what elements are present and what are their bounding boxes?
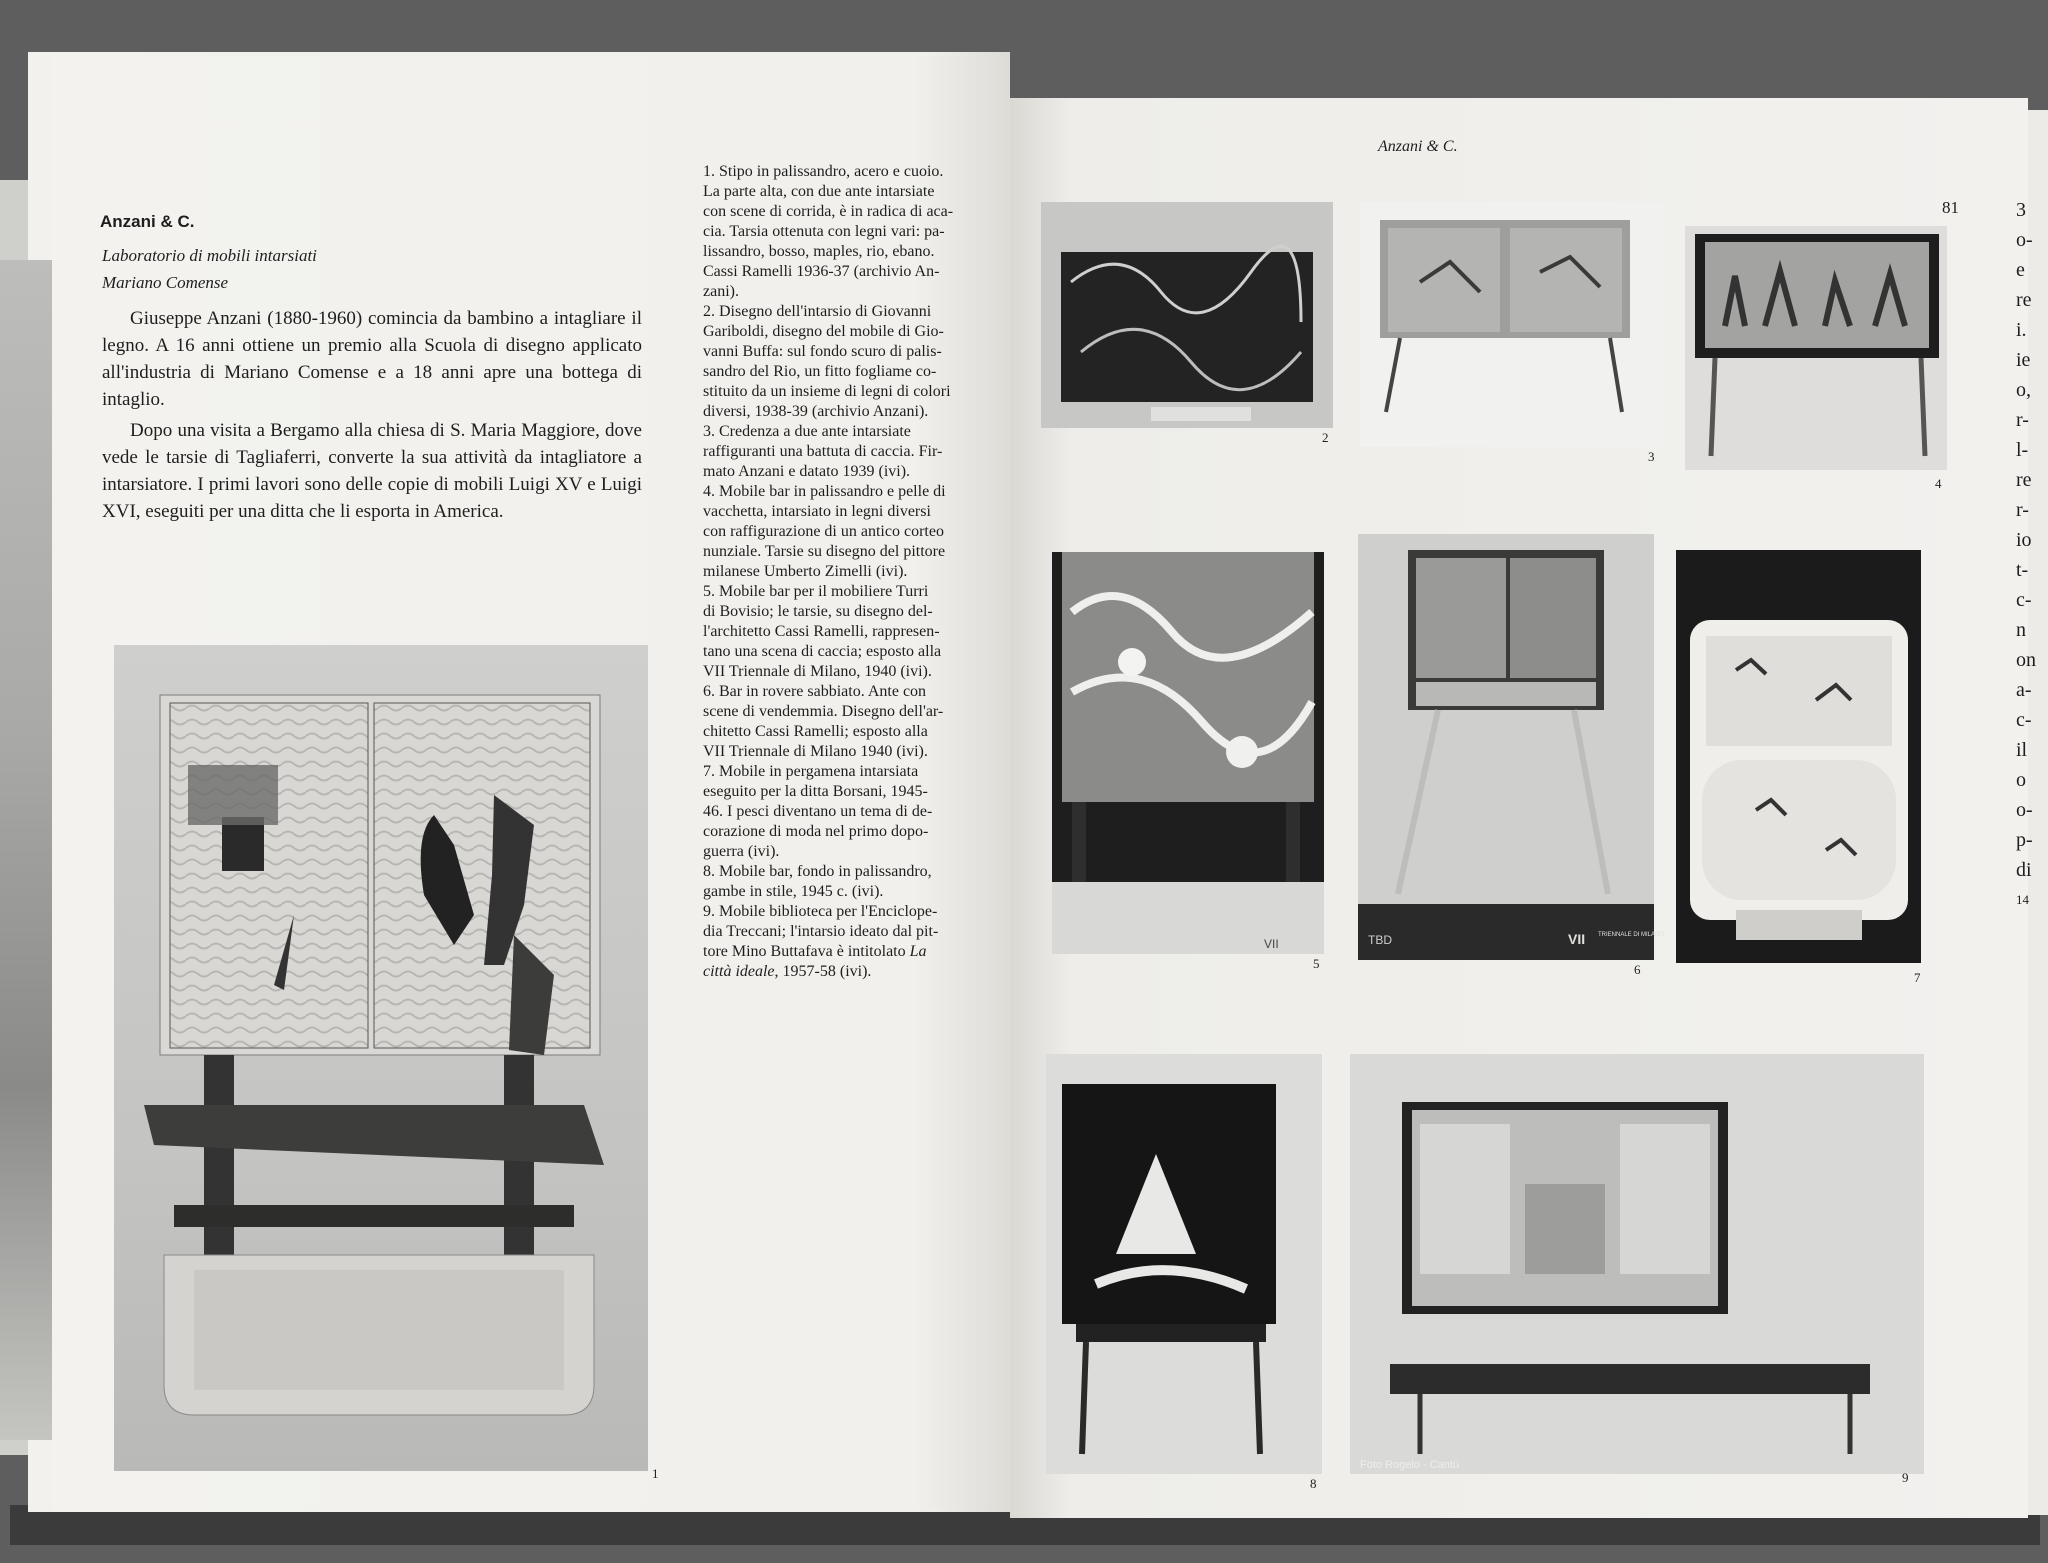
caption-line: vanni Buffa: sul fondo scuro di palis-	[703, 343, 942, 360]
left-edge-photo	[0, 260, 60, 1440]
caption-line: diversi, 1938-39 (archivio Anzani).	[703, 403, 929, 420]
caption-line: milanese Umberto Zimelli (ivi).	[703, 563, 908, 580]
caption-line: 1. Stipo in palissandro, acero e cuoio.	[703, 163, 944, 180]
caption-line: lissandro, bosso, maples, rio, ebano.	[703, 243, 935, 260]
edge-line: c-	[2016, 589, 2032, 611]
caption-line: 8. Mobile bar, fondo in palissandro,	[703, 863, 932, 880]
edge-line: r-	[2016, 409, 2029, 431]
figure-7-illustration	[1676, 550, 1921, 963]
caption-line: chitetto Cassi Ramelli; esposto alla	[703, 723, 928, 740]
caption-line: l'architetto Cassi Ramelli, rappresen-	[703, 623, 940, 640]
caption-line: vacchetta, intarsiato in legni diversi	[703, 503, 931, 520]
figure-9-photo	[1350, 1054, 1924, 1474]
figure-8-illustration	[1046, 1054, 1322, 1474]
figure-3-number: 3	[1648, 449, 1655, 464]
figure-2-photo	[1041, 202, 1333, 428]
edge-line: r-	[2016, 499, 2029, 521]
figure-1-illustration	[114, 645, 648, 1471]
caption-line: VII Triennale di Milano, 1940 (ivi).	[703, 663, 932, 680]
figure-7-photo	[1676, 550, 1921, 963]
intro-text	[102, 305, 642, 525]
figure-6-mark-small: TRIENNALE DI MILANO	[1598, 932, 1665, 938]
figure-3-illustration	[1360, 202, 1665, 447]
caption-line: città ideale, 1957-58 (ivi).	[703, 963, 872, 980]
caption-line: tano una scena di caccia; esposto alla	[703, 643, 942, 660]
figure-4-number: 4	[1935, 476, 1942, 491]
edge-line: c-	[2016, 709, 2032, 731]
figure-1-photo	[114, 645, 648, 1471]
edge-line: o-	[2016, 799, 2033, 821]
caption-line: La parte alta, con due ante intarsiate	[703, 183, 935, 200]
caption-line: tore Mino Buttafava è intitolato La	[703, 943, 927, 960]
figure-1-number: 1	[652, 1466, 659, 1481]
caption-line: 2. Disegno dell'intarsio di Giovanni	[703, 303, 932, 320]
caption-line: gambe in stile, 1945 c. (ivi).	[703, 883, 884, 900]
edge-line: di	[2016, 859, 2032, 881]
figure-4-illustration	[1685, 226, 1947, 470]
figure-5-photo	[1052, 552, 1324, 954]
edge-line: o	[2016, 769, 2026, 791]
caption-line: 9. Mobile biblioteca per l'Enciclope-	[703, 903, 938, 920]
caption-italic-title: città ideale	[703, 963, 775, 980]
figure-5-number: 5	[1313, 956, 1320, 971]
figure-6-mark-right: VII	[1568, 931, 1586, 947]
figure-9-number: 9	[1902, 1470, 1909, 1485]
caption-line: 46. I pesci diventano un tema di de-	[703, 803, 933, 820]
edge-line: il	[2016, 739, 2028, 761]
edge-line: on	[2016, 649, 2036, 671]
caption-line: nunziale. Tarsie su disegno del pittore	[703, 543, 946, 560]
figure-8-number: 8	[1310, 1476, 1317, 1491]
edge-line: o,	[2016, 379, 2031, 401]
section-subtitle-2: Mariano Comense	[102, 273, 229, 292]
caption-line: guerra (ivi).	[703, 843, 780, 860]
caption-line: Gariboldi, disegno del mobile di Gio-	[703, 323, 944, 340]
edge-line: io	[2016, 529, 2032, 551]
edge-line: a-	[2016, 679, 2032, 701]
caption-line: con raffigurazione di un antico corteo	[703, 523, 944, 540]
figure-5-illustration	[1052, 552, 1324, 954]
paragraph-2: Dopo una visita a Bergamo alla chiesa di S. Maria Maggiore, dove vede le tarsie di Tagliaferri, converte la sua attività da intagliatore a intarsiatore. I primi lavori sono delle copie di mobili Luigi XV e Luigi XVI, eseguiti per una ditta che li esporta in America.	[102, 420, 642, 522]
edge-line: ie	[2016, 349, 2031, 371]
edge-line: i.	[2016, 319, 2027, 341]
caption-line: dia Treccani; l'intarsio ideato dal pit-	[703, 923, 939, 940]
figure-5-mark: VII	[1264, 937, 1279, 951]
caption-line: eseguito per la ditta Borsani, 1945-	[703, 783, 928, 800]
figure-6-photo	[1358, 534, 1665, 960]
caption-line: stituito da un insieme di legni di colori	[703, 383, 951, 400]
figure-4-photo	[1685, 226, 1947, 470]
caption-line: mato Anzani e datato 1939 (ivi).	[703, 463, 911, 480]
caption-line: zani).	[703, 283, 739, 300]
figure-6-mark-left: TBD	[1368, 933, 1392, 947]
caption-line: di Bovisio; le tarsie, su disegno del-	[703, 603, 933, 620]
caption-line: corazione di moda nel primo dopo-	[703, 823, 929, 840]
figure-9-credit: Foto Rogelo - Cantù	[1360, 1459, 1460, 1471]
figure-6-illustration	[1358, 534, 1665, 960]
edge-line: re	[2016, 289, 2032, 311]
section-heading: Anzani & C.	[100, 212, 195, 231]
caption-line: raffiguranti una battuta di caccia. Fir-	[703, 443, 943, 460]
caption-italic: La	[909, 943, 927, 960]
figure-9-illustration	[1350, 1054, 1924, 1474]
caption-line: sandro del Rio, un fitto fogliame co-	[703, 363, 937, 380]
running-head: Anzani & C.	[1378, 138, 1458, 155]
caption-line: Cassi Ramelli 1936-37 (archivio An-	[703, 263, 940, 280]
section-subtitle-1: Laboratorio di mobili intarsiati	[102, 246, 317, 265]
figure-7-number: 7	[1914, 970, 1921, 985]
figure-3-photo	[1360, 202, 1665, 447]
edge-line: o-	[2016, 229, 2033, 251]
caption-line: scene di vendemmia. Disegno dell'ar-	[703, 703, 944, 720]
edge-line: 14	[2016, 892, 2029, 907]
figure-6-number: 6	[1634, 962, 1641, 977]
edge-line: 3	[2016, 199, 2026, 221]
caption-line: con scene di corrida, è in radica di aca-	[703, 203, 954, 220]
edge-line: n	[2016, 619, 2026, 641]
figure-2-illustration	[1041, 202, 1333, 428]
edge-line: l-	[2016, 439, 2029, 461]
edge-line: e	[2016, 259, 2025, 281]
figure-2-number: 2	[1322, 430, 1329, 445]
caption-line: 4. Mobile bar in palissandro e pelle di	[703, 483, 946, 500]
figure-8-photo	[1046, 1054, 1322, 1474]
caption-line: 6. Bar in rovere sabbiato. Ante con	[703, 683, 927, 700]
edge-text	[2016, 195, 2036, 915]
figure-captions	[703, 162, 993, 982]
caption-line: 7. Mobile in pergamena intarsiata	[703, 763, 919, 780]
edge-line: re	[2016, 469, 2032, 491]
page-number: 81	[1942, 198, 1959, 217]
caption-line: cia. Tarsia ottenuta con legni vari: pa-	[703, 223, 945, 240]
caption-line: 5. Mobile bar per il mobiliere Turri	[703, 583, 929, 600]
caption-line: 3. Credenza a due ante intarsiate	[703, 423, 911, 440]
caption-line: VII Triennale di Milano 1940 (ivi).	[703, 743, 928, 760]
paragraph-1: Giuseppe Anzani (1880-1960) comincia da bambino a intagliare il legno. A 16 anni ottiene un premio alla Scuola di disegno applicato all'industria di Mariano Comense e a 18 anni apre una bottega di intaglio.	[102, 308, 642, 410]
edge-line: p-	[2016, 829, 2033, 851]
edge-line: t-	[2016, 559, 2029, 581]
